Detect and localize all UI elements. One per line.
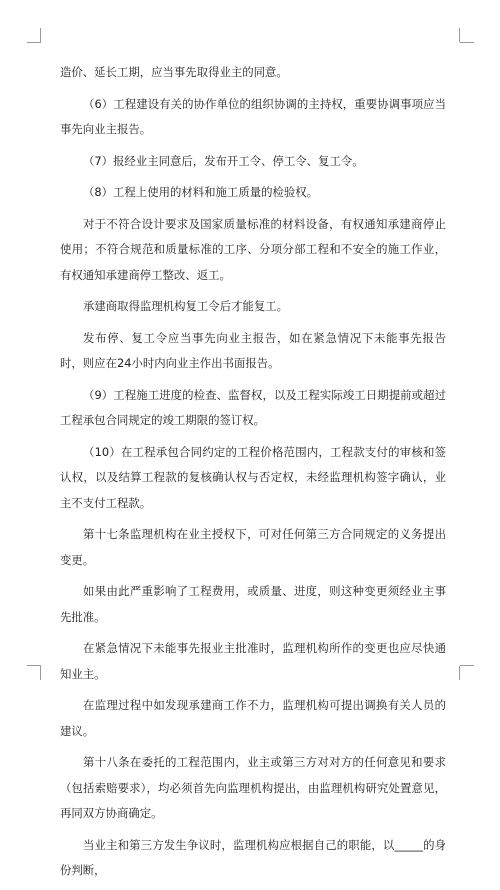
paragraph-2: （6）工程建设有关的协作单位的组织协调的主持权，重要协调事项应当事先向业主报告。 bbox=[60, 96, 446, 136]
paragraph-9: （10）在工程承包合同约定的工程价格范围内，工程款支付的审核和签认权，以及结算工程款的复核确认权与否定权，未经监理机构签字确认，业主不支付工程款。 bbox=[60, 444, 446, 510]
crop-mark-top-right-vertical bbox=[459, 28, 460, 42]
paragraph-10: 第十七条监理机构在业主授权下，可对任何第三方合同规定的义务提出变更。 bbox=[60, 527, 446, 567]
crop-mark-bottom-left-vertical bbox=[40, 666, 41, 680]
crop-mark-top-left-horizontal bbox=[27, 42, 41, 43]
paragraph-11: 如果由此严重影响了工程费用，或质量、进度，则这种变更须经业主事先批准。 bbox=[60, 584, 446, 624]
paragraph-15: 当业主和第三方发生争议时，监理机构应根据自己的职能，以_____的身份判断， bbox=[60, 837, 446, 877]
paragraph-7: 发布停、复工令应当事先向业主报告，如在紧急情况下未能事先报告时，则应在24小时内向业主作出书面报告。 bbox=[60, 330, 446, 370]
paragraph-8: （9）工程施工进度的检查、监督权，以及工程实际竣工日期提前或超过工程承包合同规定的竣工期限的签订权。 bbox=[60, 387, 446, 427]
crop-mark-bottom-left-horizontal bbox=[27, 665, 41, 666]
paragraph-3: （7）报经业主同意后，发布开工令、停工令、复工令。 bbox=[83, 153, 364, 168]
crop-mark-bottom-right-vertical bbox=[459, 666, 460, 680]
paragraph-5: 对于不符合设计要求及国家质量标准的材料设备，有权通知承建商停止使用；不符合规范和质量标准的工序、分项分部工程和不安全的施工作业，有权通知承建商停工整改、返工。 bbox=[60, 216, 446, 282]
paragraph-1: 造价、延长工期，应当事先取得业主的同意。 bbox=[60, 65, 288, 79]
crop-mark-top-left-vertical bbox=[40, 28, 41, 42]
paragraph-4: （8）工程上使用的材料和施工质量的检验权。 bbox=[83, 185, 319, 199]
crop-mark-top-right-horizontal bbox=[460, 42, 474, 43]
paragraph-6: 承建商取得监理机构复工令后才能复工。 bbox=[83, 299, 289, 313]
paragraph-14: 第十八条在委托的工程范围内，业主或第三方对对方的任何意见和要求（包括索赔要求），均必须首先向监理机构提出，由监理机构研究处置意见，再同双方协商确定。 bbox=[60, 755, 446, 820]
document-body bbox=[60, 60, 446, 890]
crop-mark-bottom-right-horizontal bbox=[460, 665, 474, 666]
paragraph-12: 在紧急情况下未能事先报业主批准时，监理机构所作的变更也应尽快通知业主。 bbox=[60, 641, 446, 681]
paragraph-13: 在监理过程中如发现承建商工作不力，监理机构可提出调换有关人员的建议。 bbox=[60, 698, 446, 738]
